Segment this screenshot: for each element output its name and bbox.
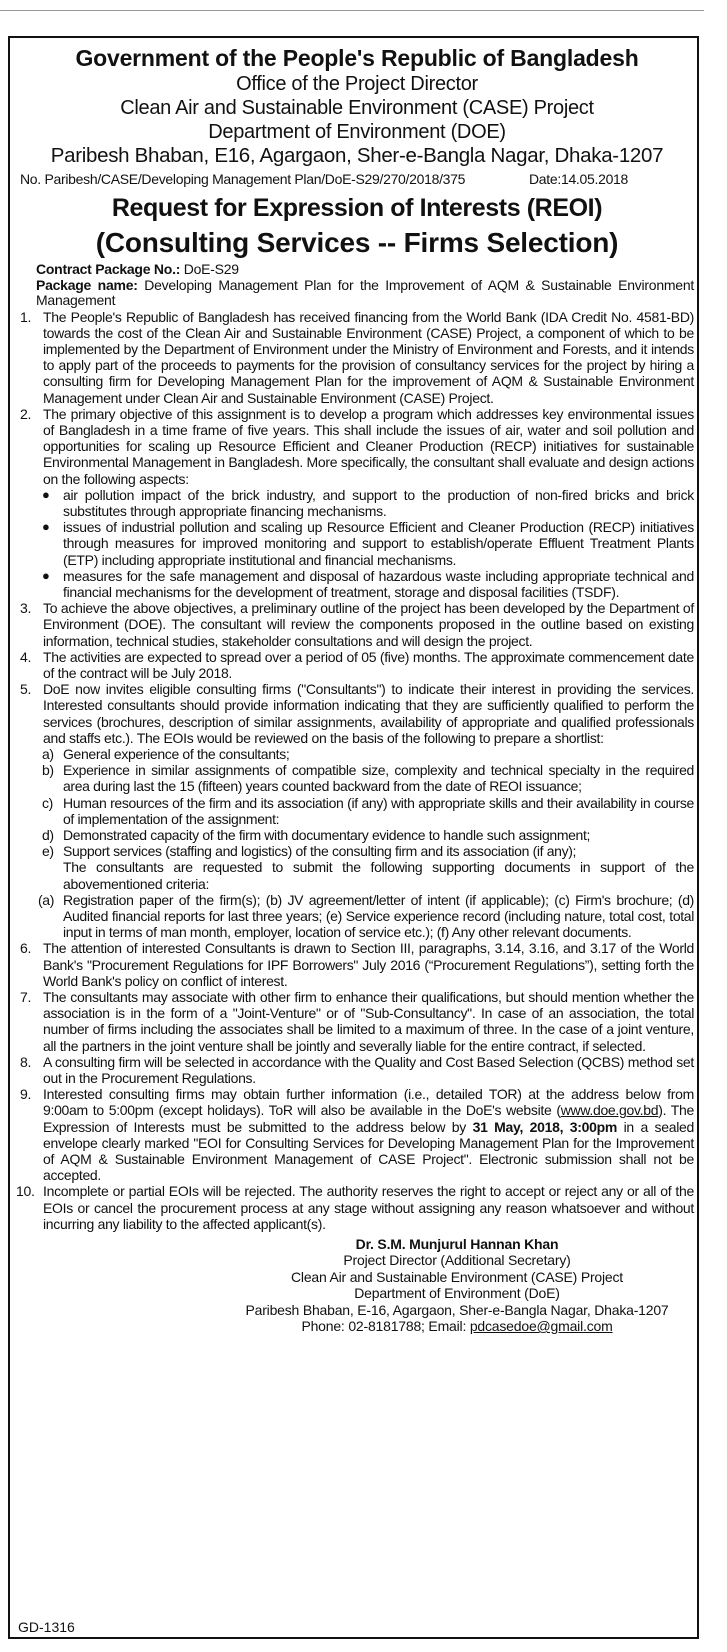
- signatory-name: Dr. S.M. Munjurul Hannan Khan: [355, 1236, 559, 1253]
- contract-package-no: [36, 262, 694, 278]
- bullet-icon: ●: [42, 567, 50, 583]
- notice-content: [16, 44, 695, 1335]
- paragraph-text-a: Interested consulting firms may obtain further information (i.e., detailed TOR) at the address below from 9:00am to 5:00pm (except holidays). ToR will also be available in the DoE's website (: [43, 1086, 694, 1119]
- government-heading: Government of the People's Republic of Bangladesh: [75, 45, 639, 71]
- paragraph-4: [20, 649, 694, 681]
- criteria-item-b: [20, 762, 694, 794]
- criteria-item-d: [20, 827, 694, 843]
- documents-label: (a): [38, 891, 55, 908]
- contract-package-name: [36, 278, 694, 309]
- paragraph-number: 3.: [20, 600, 32, 617]
- paragraph-1: [20, 309, 694, 406]
- email-link[interactable]: pdcasedoe@gmail.com: [469, 1318, 613, 1335]
- paragraph-number: 9.: [20, 1086, 32, 1103]
- paragraph-3: [20, 600, 694, 649]
- documents-text: Registration paper of the firm(s); (b) JV agreement/letter of intent (if applicable); (c) Firm's brochure; (d) Audited financial reports for last three years; (e) Service experience record (including nature, total cost, total input in terms of man month, employer, location of service etc.); (f) Any other relevant documents.: [63, 891, 694, 941]
- department-heading: Department of Environment (DOE): [208, 121, 506, 143]
- paragraph-10: [16, 1183, 694, 1232]
- paragraph-text: To achieve the above objectives, a preliminary outline of the project has been developed by the Department of Environment (DOE). The consultant will review the components proposed in the outline based on existing information, technical studies, stakeholder consultations and will design the project.: [43, 600, 694, 649]
- criteria-text: Support services (staffing and logistics) of the consulting firm and its association (if any);: [63, 843, 577, 860]
- paragraph-number: 1.: [20, 308, 32, 325]
- aspect-text: measures for the safe management and disposal of hazardous waste including appropriate technical and financial mechanisms for the development of treatment, storage and disposal facilities (TSDF).: [63, 567, 694, 600]
- project-heading: Clean Air and Sustainable Environment (CASE) Project: [120, 97, 594, 119]
- paragraph-number: 6.: [20, 940, 32, 957]
- criteria-item-a: [20, 746, 694, 762]
- paragraph-9: [20, 1086, 694, 1183]
- criteria-text: Experience in similar assignments of compatible size, complexity and technical specialty in the required area during last the 15 (fifteen) years counted backward from the date of REOI issuance;: [63, 762, 694, 795]
- package-name-label: Package name:: [36, 276, 138, 293]
- signatory-contact: [220, 1318, 694, 1334]
- paragraph-text: DoE now invites eligible consulting firms ("Consultants") to indicate their interest in providing the services. Interested consultants should provide information indicating that they are sufficiently qualified to perform the services (brochures, description of similar assignments, availability of appropriate and qualified professionals and staffs etc.). The EOIs would be reviewed on the basis of the following to prepare a shortlist:: [43, 681, 694, 746]
- criteria-note: The consultants are requested to submit the following supporting documents in support of the abovementioned criteria:: [63, 859, 694, 892]
- signatory-designation: Project Director (Additional Secretary): [343, 1252, 571, 1269]
- criteria-item-e: [20, 843, 694, 859]
- submission-deadline: 31 May, 2018, 3:00pm: [472, 1118, 617, 1135]
- paragraph-text: The consultants may associate with other firm to enhance their qualifications, but should mention whether the association is in the form of a "Joint-Venture" or of "Sub-Consultancy". In case of an association, the total number of firms including the associates shall be limited to a maximum of three. In the case of a joint venture, all the partners in the joint venture shall be jointly and severally liable for the entire contract, if selected.: [43, 989, 694, 1054]
- signatory-address: Paribesh Bhaban, E-16, Agargaon, Sher-e-Bangla Nagar, Dhaka-1207: [245, 1301, 669, 1318]
- reference-line: [20, 170, 694, 188]
- aspect-text: air pollution impact of the brick industry, and support to the production of non-fired bricks and brick substitutes through appropriate financing mechanisms.: [63, 486, 694, 519]
- criteria-label: d): [42, 827, 54, 843]
- supporting-documents: [20, 892, 694, 941]
- criteria-label: c): [42, 794, 53, 811]
- criteria-text: Human resources of the firm and its association (if any) with appropriate skills and their availability in course of implementation of the assignment:: [63, 794, 694, 827]
- paragraph-number: 4.: [20, 648, 32, 665]
- package-name-value: Developing Management Plan for the Improvement of AQM & Sustainable Environment Management: [36, 276, 694, 308]
- paragraph-text: The primary objective of this assignment is to develop a program which addresses key environmental issues of Bangladesh in a time frame of five years. This shall include the issues of air, water and soil pollution and opportunities for scaling up Resource Efficient and Cleaner Production (RECP) initiatives for sustainable Environmental Management in Bangladesh. More specifically, the consultant shall evaluate and design actions on the following aspects:: [43, 405, 694, 487]
- paragraph-text: A consulting firm will be selected in accordance with the Quality and Cost Based Selection (QCBS) method set out in the Procurement Regulations.: [43, 1053, 694, 1087]
- criteria-label: e): [42, 843, 54, 860]
- paragraph-number: 2.: [20, 405, 32, 422]
- bullet-icon: ●: [42, 486, 50, 502]
- paragraph-6: [20, 940, 694, 989]
- reoi-subtitle: (Consulting Services -- Firms Selection): [95, 227, 619, 258]
- signatory-project: Clean Air and Sustainable Environment (CASE) Project: [291, 1268, 623, 1285]
- phone-text: Phone: 02-8181788; Email:: [301, 1318, 470, 1335]
- paragraph-text: The People's Republic of Bangladesh has received financing from the World Bank (IDA Credit No. 4581-BD) towards the cost of the Clean Air and Sustainable Environment (CASE) Project, a component of which to be implemented by the Department of Environment under the Ministry of Environment and Forests, and it intends to apply part of the proceeds to payments for the provision of consultancy services for the project by hiring a consulting firm for Developing Management Plan for the improvement of AQM & Sustainable Environment Management under Clean Air and Sustainable Environment (CASE) Project.: [43, 308, 694, 406]
- paragraph-7: [20, 989, 694, 1054]
- aspect-item-2: [20, 519, 694, 568]
- issue-date: Date:14.05.2018: [529, 171, 629, 187]
- package-no-value: DoE-S29: [183, 261, 239, 277]
- paragraph-5: [20, 681, 694, 746]
- top-rule: [0, 10, 704, 11]
- doe-website-link[interactable]: www.doe.gov.bd: [560, 1102, 659, 1119]
- signatory-department: Department of Environment (DoE): [354, 1285, 560, 1302]
- office-heading: Office of the Project Director: [236, 73, 478, 95]
- paragraph-number: 7.: [20, 989, 32, 1006]
- package-no-label: Contract Package No.:: [36, 261, 181, 277]
- address-heading: Paribesh Bhaban, E16, Agargaon, Sher-e-Bangla Nagar, Dhaka-1207: [50, 144, 664, 167]
- aspect-item-3: [20, 568, 694, 600]
- criteria-label: b): [42, 762, 54, 779]
- paragraph-2: [20, 406, 694, 487]
- paragraph-number: 8.: [20, 1053, 32, 1070]
- paragraph-text-b: ). The Expression of Interests must be submitted to the address below by: [43, 1102, 694, 1135]
- aspect-text: issues of industrial pollution and scaling up Resource Efficient and Cleaner Production (RECP) initiatives through measures for improved monitoring and support to establish/operate Effluent Treatment Plants (ETP) including appropriate institutional and financial mechanisms.: [63, 519, 694, 568]
- paragraph-text: Incomplete or partial EOIs will be rejected. The authority reserves the right to accept or reject any or all of the EOIs or cancel the procurement process at any stage without assigning any reason whatsoever and without incurring any liability to the affected applicant(s).: [43, 1183, 694, 1232]
- paragraph-8: [20, 1054, 694, 1086]
- gd-code: GD-1316: [18, 1619, 75, 1635]
- aspect-item-1: [20, 487, 694, 519]
- paragraph-number: 5.: [20, 681, 32, 698]
- criteria-item-c: [20, 795, 694, 827]
- paragraph-text: The attention of interested Consultants is drawn to Section III, paragraphs, 3.14, 3.16, and 3.17 of the World Bank's "Procurement Regulations for IPF Borrowers" July 2016 (“Procurement Regulations”), setting forth the World Bank's policy on conflict of interest.: [43, 940, 694, 989]
- reoi-title: Request for Expression of Interests (REOI): [111, 194, 603, 222]
- paragraph-number: 10.: [16, 1183, 35, 1200]
- paragraph-text-c: in a sealed envelope clearly marked "EOI for Consulting Services for Developing Management Plan for the Improvement of AQM & Sustainable Environment Management of CASE Project". Electronic submission shall not be accepted.: [43, 1118, 695, 1184]
- criteria-text: Demonstrated capacity of the firm with documentary evidence to handle such assignment;: [63, 827, 591, 843]
- paragraph-text: The activities are expected to spread over a period of 05 (five) months. The approximate commencement date of the contract will be July 2018.: [43, 648, 694, 681]
- criteria-label: a): [42, 745, 54, 762]
- bullet-icon: ●: [42, 519, 50, 535]
- criteria-text: General experience of the consultants;: [63, 745, 290, 762]
- reference-number: No. Paribesh/CASE/Developing Management Plan/DoE-S29/270/2018/375: [20, 171, 466, 187]
